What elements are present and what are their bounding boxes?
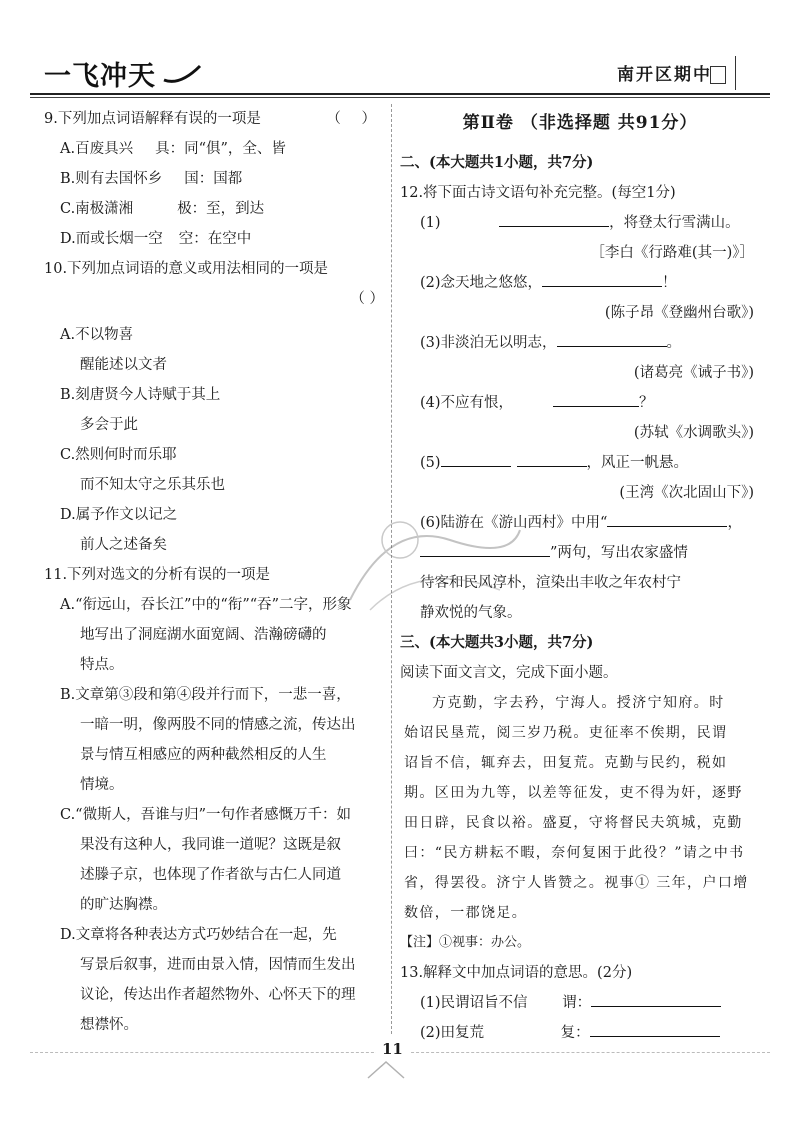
question-10-stem: 10.下列加点词语的意义或用法相同的一项是 [44, 261, 329, 277]
q12-source-2: (陈子昂《登幽州台歌》) [604, 305, 754, 321]
header-rule-thin [30, 97, 770, 98]
q11-option-b: B.文章第③段和第④段并行而下，一悲一喜， 一暗一明，像两股不同的情感之流，传达出 景与情互相感应的两种截然相反的人生 情境。 [60, 687, 356, 793]
fill-blank[interactable] [542, 270, 662, 287]
q11-option-d: D.文章将各种表达方式巧妙结合在一起，先 写景后叙事，进而由景入情，因情而生发出 议论，传达出作者超然物外、心怀天下的理 想襟怀。 [60, 927, 356, 1033]
q10-option-d: D.属予作文以记之 [60, 507, 178, 523]
answer-line[interactable] [590, 1020, 720, 1037]
q9-option-c: C.南极潇湘 极：至，到达 [60, 201, 265, 217]
q10-option-d-pair: 前人之述备矣 [80, 537, 167, 553]
q10-option-b-pair: 多会于此 [80, 417, 138, 433]
q10-option-c-pair: 而不知太守之乐其乐也 [80, 477, 225, 493]
q11-option-a: A.“衔远山，吞长江”中的“衔”“吞”二字，形象 地写出了洞庭湖水面宽阔、浩瀚磅礴的 特点。 [60, 597, 352, 673]
page-number: 11 [376, 1040, 409, 1058]
right-column [400, 104, 760, 1048]
answer-line[interactable] [591, 990, 721, 1007]
q10-option-a: A.不以物喜 [60, 327, 134, 343]
fill-blank[interactable] [607, 510, 727, 527]
q10-option-a-pair: 醒能述以文者 [80, 357, 167, 373]
q12-item-2: (2)念天地之悠悠， ！ [400, 268, 760, 298]
question-11-stem: 11.下列对选文的分析有误的一项是 [44, 567, 271, 583]
q12-item-6-line4: 静欢悦的气象。 [420, 605, 522, 621]
fill-blank[interactable] [553, 390, 639, 407]
fill-blank[interactable] [441, 450, 511, 467]
q12-item-6-cont: ”两句，写出农家盛情 [400, 538, 760, 568]
question-10-paren: （ ） [350, 291, 384, 307]
section-2-heading: 二、(本大题共1小题，共7分) [400, 154, 594, 171]
fill-blank[interactable] [557, 330, 667, 347]
brand-swoosh-icon [162, 64, 202, 86]
q12-item-4: (4)不应有恨， ？ [400, 388, 760, 418]
fill-blank[interactable] [420, 540, 550, 557]
q9-option-a: A.百废具兴 具：同“俱”，全、皆 [60, 141, 286, 157]
q9-option-b: B.则有去国怀乡 国：国都 [60, 171, 243, 187]
reading-prompt: 阅读下面文言文，完成下面小题。 [400, 665, 618, 681]
corner-box-icon [710, 66, 726, 84]
passage-note: 【注】①视事：办公。 [400, 935, 531, 950]
q12-source-5: (王湾《次北固山下》) [619, 485, 754, 501]
q9-option-d: D.而或长烟一空 空：在空中 [60, 231, 252, 247]
q13-item-2: (2)田复荒 复： [400, 1018, 760, 1048]
part-title: 第Ⅱ卷 （非选择题 共91分） [462, 113, 698, 133]
question-9-stem: 9.下列加点词语解释有误的一项是 （ ） [44, 104, 384, 134]
left-column [44, 104, 384, 1040]
question-13-stem: 13.解释文中加点词语的意思。(2分) [400, 965, 633, 981]
q10-option-b: B.刻唐贤今人诗赋于其上 [60, 387, 221, 403]
brand-title: 一飞冲天 [44, 61, 156, 92]
q12-source-1: ［李白《行路难(其一)》］ [590, 245, 754, 261]
q11-option-c: C.“微斯人，吾谁与归”一句作者感慨万千：如 果没有这种人，我同谁一道呢？这既是叙 述滕子京，也体现了作者欲与古仁人同道 的旷达胸襟。 [60, 807, 352, 913]
answer-paren: （ ） [326, 111, 384, 127]
section-3-heading: 三、(本大题共3小题，共7分) [400, 634, 594, 651]
q12-source-4: (苏轼《水调歌头》) [633, 425, 754, 441]
header-side-bar [735, 56, 756, 90]
q12-item-3: (3)非淡泊无以明志， 。 [400, 328, 760, 358]
q12-source-3: (诸葛亮《诫子书》) [633, 365, 754, 381]
column-divider [391, 104, 392, 1034]
q12-item-1: (1) ，将登太行雪满山。 [400, 208, 760, 238]
q12-item-5: (5) ，风正一帆悬。 [400, 448, 760, 478]
classical-passage: 方克勤，字去矜，宁海人。授济宁知府。时 始诏民垦荒，阅三岁乃税。吏征率不俟期，民谓 诏旨不信，辄弃去，田复荒。克勤与民约，税如 期。区田为九等，以差等征发，吏不得为奸，逐野 田日辟，民食以裕。盛夏，守将督民夫筑城，克勤 曰：“民方耕耘不暇，奈何复困于此役？”请之中书 省，得罢役。济宁人皆赞之。视事① 三年，户口增 数倍，一郡饶足。 [404, 695, 749, 921]
section-label: 南开区期中 [617, 65, 712, 85]
header-rule [30, 93, 770, 95]
fill-blank[interactable] [517, 450, 587, 467]
q10-option-c: C.然则何时而乐耶 [60, 447, 177, 463]
fill-blank[interactable] [499, 210, 609, 227]
q13-item-1: (1)民谓诏旨不信 谓： [400, 988, 760, 1018]
footer-arrow-icon [366, 1058, 406, 1082]
q12-item-6-line3: 待客和民风淳朴，渲染出丰收之年农村宁 [420, 575, 681, 591]
q12-item-6: (6)陆游在《游山西村》中用“ ， [400, 508, 760, 538]
question-12-stem: 12.将下面古诗文语句补充完整。(每空1分) [400, 185, 676, 201]
